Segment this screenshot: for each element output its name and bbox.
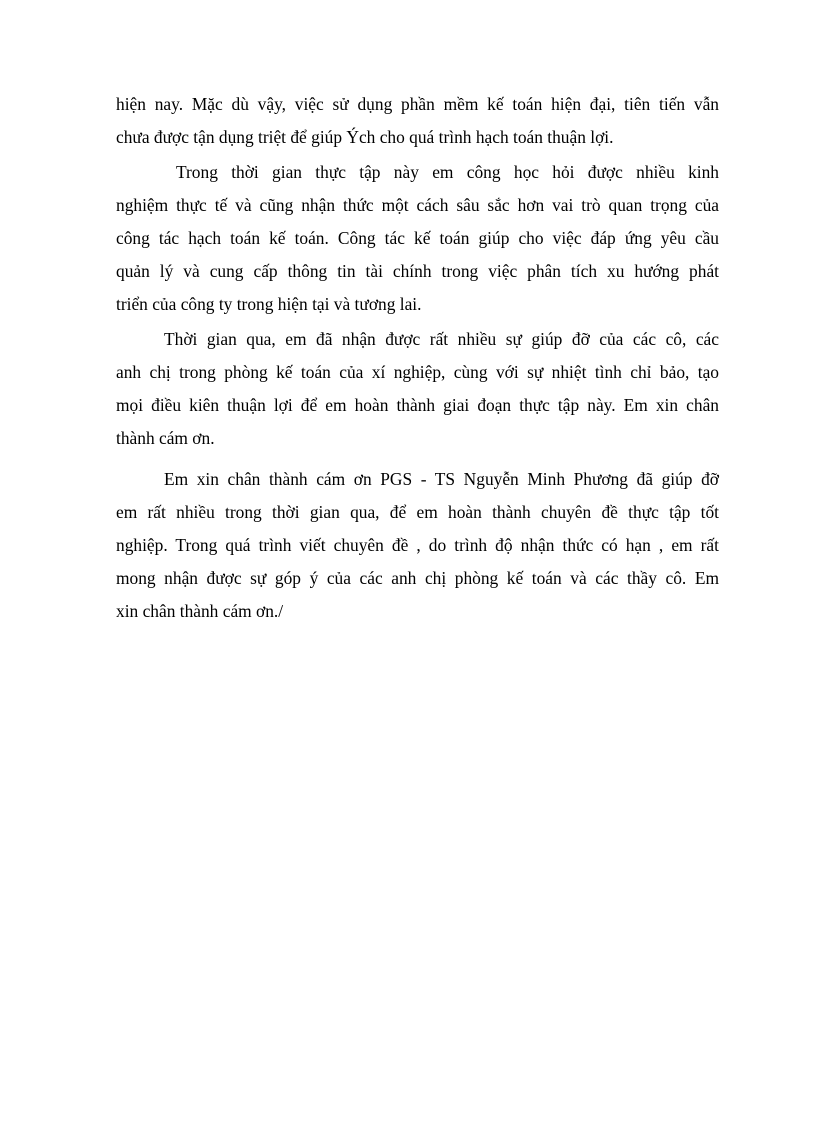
paragraph-1 <box>116 88 719 154</box>
text-line: xin chân thành cám ơn./ <box>116 601 284 621</box>
text-line: mọi điều kiên thuận lợi để em hoàn thành giai đoạn thực tập này. Em xin chân <box>116 395 719 415</box>
text-line: nghiệp. Trong quá trình viết chuyên đề , do trình độ nhận thức có hạn , em rất <box>116 535 719 555</box>
text-line: em rất nhiều trong thời gian qua, để em hoàn thành chuyên đề thực tập tốt <box>116 502 719 522</box>
document-body <box>116 88 719 628</box>
text-line: công tác hạch toán kế toán. Công tác kế toán giúp cho việc đáp ứng yêu cầu <box>116 228 719 248</box>
paragraph-3 <box>116 323 719 455</box>
text-line: quản lý và cung cấp thông tin tài chính trong việc phân tích xu hướng phát <box>116 261 719 281</box>
text-line: Trong thời gian thực tập này em công học hỏi được nhiều kinh <box>176 162 719 182</box>
text-line: triển của công ty trong hiện tại và tương lai. <box>116 294 422 314</box>
text-line: hiện nay. Mặc dù vậy, việc sử dụng phần mềm kế toán hiện đại, tiên tiến vẫn <box>116 94 719 114</box>
paragraph-2 <box>116 156 719 321</box>
text-line: chưa được tận dụng triệt để giúp Ých cho quá trình hạch toán thuận lợi. <box>116 127 614 147</box>
text-line: Thời gian qua, em đã nhận được rất nhiều sự giúp đỡ của các cô, các <box>164 329 719 349</box>
text-line: thành cám ơn. <box>116 428 215 448</box>
paragraph-4 <box>116 463 719 628</box>
text-line: mong nhận được sự góp ý của các anh chị phòng kế toán và các thầy cô. Em <box>116 568 719 588</box>
text-line: anh chị trong phòng kế toán của xí nghiệp, cùng với sự nhiệt tình chỉ bảo, tạo <box>116 362 719 382</box>
text-line: Em xin chân thành cám ơn PGS - TS Nguyễn Minh Phương đã giúp đỡ <box>164 469 719 489</box>
text-line: nghiệm thực tế và cũng nhận thức một cách sâu sắc hơn vai trò quan trọng của <box>116 195 719 215</box>
